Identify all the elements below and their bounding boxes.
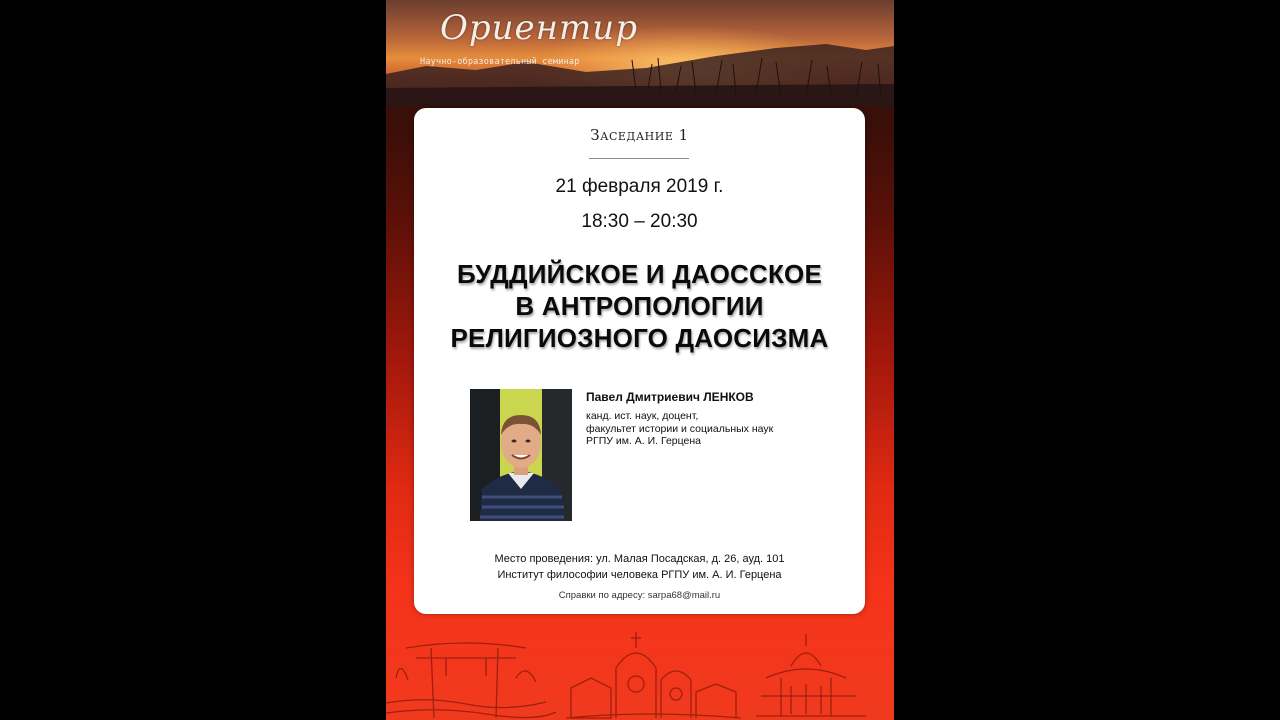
- seminar-subtitle: Научно-образовательный семинар: [420, 57, 580, 67]
- seminar-logo: Ориентир: [440, 8, 638, 48]
- session-label: Заседание 1: [590, 126, 689, 144]
- temple-sketch-icon: [756, 634, 866, 720]
- speaker-photo: [470, 389, 572, 521]
- speaker-photo-icon: [470, 389, 572, 521]
- speaker-info-line: канд. ист. наук, доцент,: [586, 410, 699, 422]
- event-poster: [386, 0, 894, 720]
- speaker-info-line: факультет истории и социальных наук: [586, 422, 774, 435]
- venue-info: [414, 551, 865, 583]
- torii-gate-sketch-icon: [386, 643, 556, 718]
- lecture-title: [414, 258, 865, 354]
- session-divider: [589, 158, 689, 159]
- event-time: 18:30 – 20:30: [581, 211, 698, 232]
- poster-footer: [386, 618, 894, 720]
- landmark-sketches: [386, 618, 894, 720]
- poster-header: [386, 0, 894, 106]
- cathedral-sketch-icon: [566, 632, 741, 718]
- event-info-card: [414, 108, 865, 614]
- lecture-title-line: БУДДИЙСКОЕ И ДАОССКОЕ: [456, 259, 823, 289]
- venue-institute: Институт философии человека РГПУ им. А. И. Герцена: [497, 569, 782, 581]
- lecture-title-line: В АНТРОПОЛОГИИ: [515, 291, 764, 321]
- event-date: 21 февраля 2019 г.: [555, 176, 724, 197]
- lecture-title-line: РЕЛИГИОЗНОГО ДАОСИЗМА: [450, 323, 829, 353]
- speaker-info: [586, 410, 773, 448]
- speaker-name: Павел Дмитриевич ЛЕНКОВ: [586, 390, 754, 404]
- speaker-info-line: РГПУ им. А. И. Герцена: [586, 435, 701, 447]
- venue-address: Место проведения: ул. Малая Посадская, д. 26, ауд. 101: [494, 553, 785, 565]
- contact-info: Справки по адресу: sarpa68@mail.ru: [558, 590, 721, 601]
